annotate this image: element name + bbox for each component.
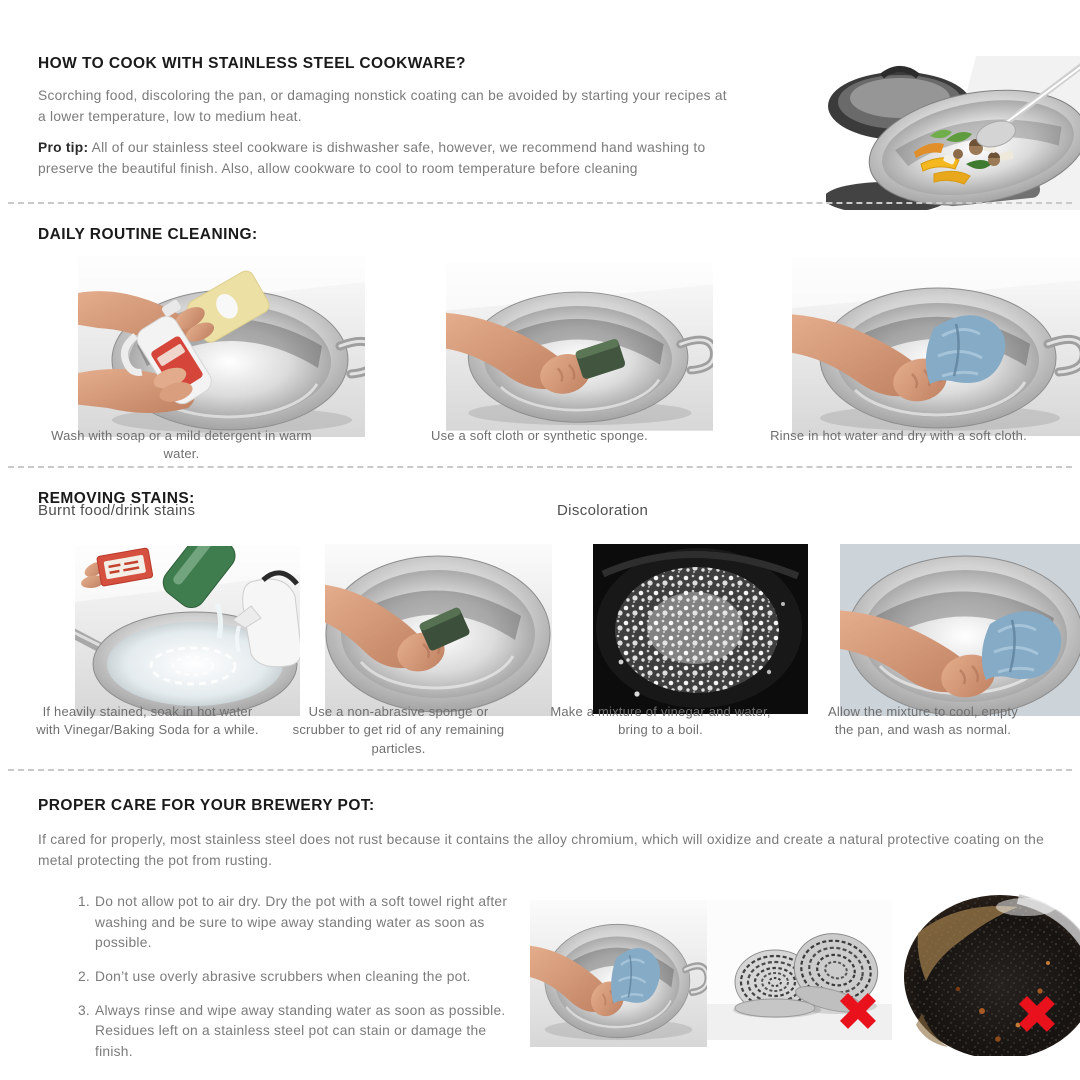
scrub-pan-illustration <box>325 544 552 716</box>
boiling-illustration <box>593 544 808 714</box>
proper-care-paragraph: If cared for properly, most stainless steel does not rust because it contains the alloy chromium, which will oxidize and create a natural protective coating on the metal protecting the pot from rusting. <box>38 831 1044 868</box>
pro-tip-paragraph <box>38 138 744 180</box>
daily-caption-1: Wash with soap or a mild detergent in warm water. <box>51 428 312 462</box>
soak-pan-illustration <box>75 546 300 716</box>
list-item: 1. Do not allow pot to air dry. Dry the pot with a soft towel right after washing and be sure to wipe away standing water as soon as possible. <box>78 894 508 951</box>
section-divider <box>8 769 1072 771</box>
page-title: HOW TO COOK WITH STAINLESS STEEL COOKWARE? <box>38 55 466 73</box>
photo-wash-with-soap <box>78 256 365 437</box>
daily-caption-3: Rinse in hot water and dry with a soft cloth. <box>770 428 1027 443</box>
sponge-pan-illustration <box>446 256 713 437</box>
photo-scrub-particles <box>325 544 552 716</box>
pro-tip-label: Pro tip: <box>38 139 89 155</box>
list-item: 2. Don’t use overly abrasive scrubbers when cleaning the pot. <box>78 969 471 985</box>
towel-dry-illustration <box>530 900 707 1047</box>
steel-scrubbers-illustration <box>707 900 892 1040</box>
photo-wok-stir-fry <box>826 56 1080 210</box>
stains-caption-2: Use a non-abrasive sponge or scrubber to get rid of any remaining particles. <box>292 704 505 756</box>
burnt-stains-subheading: Burnt food/drink stains <box>38 502 196 519</box>
daily-cleaning-title: DAILY ROUTINE CLEANING: <box>38 225 258 243</box>
discoloration-subheading: Discoloration <box>557 502 649 519</box>
cooking-intro-paragraph: Scorching food, discoloring the pan, or damaging nonstick coating can be avoided by starting your recipes at a lower temperature, low to medium heat. <box>38 87 727 124</box>
photo-burnt-pot-prohibited <box>898 893 1080 1056</box>
daily-caption-2: Use a soft cloth or synthetic sponge. <box>431 428 648 443</box>
photo-steel-scrubbers-prohibited <box>707 900 892 1040</box>
photo-towel-dry-pot <box>530 900 707 1047</box>
care-instructions-list <box>38 892 526 1076</box>
section-divider <box>8 202 1072 204</box>
photo-dry-with-cloth <box>792 258 1080 436</box>
removing-stains-title: REMOVING STAINS: <box>38 489 195 507</box>
section-divider <box>8 466 1072 468</box>
stains-caption-3: Make a mixture of vinegar and water, bring to a boil. <box>550 704 771 738</box>
burnt-pot-illustration <box>898 893 1080 1056</box>
photo-soak-vinegar <box>75 546 300 716</box>
wash-pan-illustration <box>78 256 365 437</box>
photo-soft-sponge <box>446 256 713 437</box>
stains-caption-4: Allow the mixture to cool, empty the pan, and wash as normal. <box>828 704 1018 738</box>
proper-care-title: PROPER CARE FOR YOUR BREWERY POT: <box>38 796 375 814</box>
pro-tip-text: All of our stainless steel cookware is dishwasher safe, however, we recommend hand washing to preserve the beautiful finish. Also, allow cookware to cool to room temperature before cleaning <box>38 139 706 176</box>
cool-wash-illustration <box>840 544 1080 716</box>
list-item: 3. Always rinse and wipe away standing water as soon as possible. Residues left on a stainless steel pot can stain or damage the finish. <box>78 1002 506 1060</box>
photo-wash-after-cooling <box>840 544 1080 716</box>
dry-pan-illustration <box>792 258 1080 436</box>
wok-illustration <box>826 56 1080 210</box>
photo-boiling-mixture <box>593 544 808 714</box>
stains-caption-1: If heavily stained, soak in hot water with Vinegar/Baking Soda for a while. <box>36 704 259 738</box>
